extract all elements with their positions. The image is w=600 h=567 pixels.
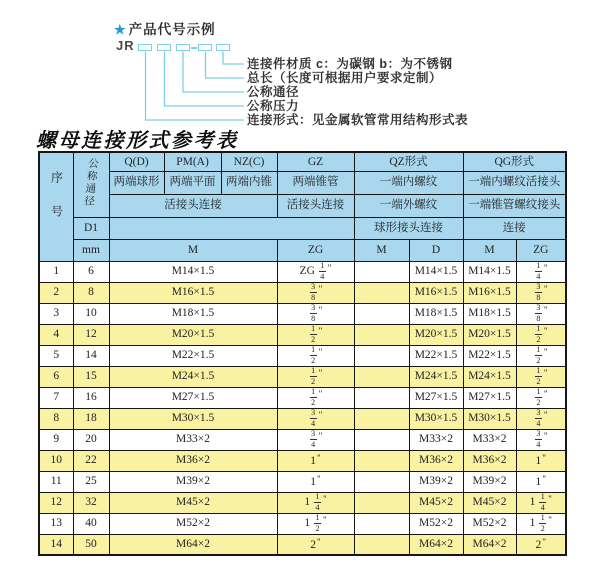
cell-qz-d: M18×1.5 bbox=[409, 303, 463, 324]
cell-qg-m: M24×1.5 bbox=[463, 366, 516, 387]
cell-qg-zg: 1" bbox=[516, 471, 566, 492]
cell-dn: 32 bbox=[73, 492, 109, 513]
diagram-title bbox=[114, 18, 216, 38]
fraction: $\frac{1}{2}$ bbox=[315, 513, 320, 533]
header-end-type-qg: 一端内螺纹活接头 bbox=[463, 171, 566, 194]
cell-qz-d: M45×2 bbox=[409, 492, 463, 513]
fraction: $\frac{1}{2}$ bbox=[311, 366, 316, 386]
inch-mark: " bbox=[318, 368, 323, 379]
cell-qg-zg bbox=[516, 429, 566, 450]
nut-connection-table bbox=[38, 151, 567, 556]
fraction: $\frac{3}{8}$ bbox=[311, 303, 316, 323]
cell-dn: 6 bbox=[73, 261, 109, 282]
inch-mark: " bbox=[318, 347, 323, 358]
code-box-4 bbox=[198, 44, 212, 51]
header-unit-m2: M bbox=[354, 239, 409, 261]
cell-dn: 25 bbox=[73, 471, 109, 492]
inch-mark: " bbox=[543, 284, 548, 295]
table-row bbox=[39, 324, 566, 345]
table-row bbox=[39, 387, 566, 408]
cell-m: M52×2 bbox=[109, 513, 277, 534]
cell-gz-zg: 1" bbox=[277, 471, 354, 492]
header-empty-span bbox=[109, 217, 354, 239]
cell-m: M64×2 bbox=[109, 534, 277, 555]
cell-qz-d: M16×1.5 bbox=[409, 282, 463, 303]
cell-m: M39×2 bbox=[109, 471, 277, 492]
header-end-type-pma: 两端平面 bbox=[164, 171, 221, 194]
cell-gz-zg bbox=[277, 345, 354, 366]
inch-mark: " bbox=[543, 263, 548, 274]
cell-qz-d: M24×1.5 bbox=[409, 366, 463, 387]
fraction: $\frac{3}{8}$ bbox=[536, 303, 541, 323]
cell-gz-zg bbox=[277, 387, 354, 408]
header-seq-text: 序号 bbox=[49, 171, 64, 240]
cell-dn: 12 bbox=[73, 324, 109, 345]
fraction: $\frac{3}{4}$ bbox=[311, 408, 316, 428]
table-row bbox=[39, 282, 566, 303]
cell-qz-d: M22×1.5 bbox=[409, 345, 463, 366]
cell-qz-d: M33×2 bbox=[409, 429, 463, 450]
cell-qz-d: M64×2 bbox=[409, 534, 463, 555]
cell-qz-m bbox=[354, 492, 409, 513]
cell-qg-zg bbox=[516, 324, 566, 345]
cell-qg-m: M18×1.5 bbox=[463, 303, 516, 324]
cell-qz-m bbox=[354, 534, 409, 555]
cell-dn: 20 bbox=[73, 429, 109, 450]
cell-qg-zg: 1" bbox=[516, 450, 566, 471]
cell-seq: 7 bbox=[39, 387, 73, 408]
header-conn-external-thread: 一端外螺纹 bbox=[354, 194, 463, 217]
cell-dn: 16 bbox=[73, 387, 109, 408]
fraction: $\frac{1}{4}$ bbox=[315, 492, 320, 512]
header-end-type-nzc: 两端内锥 bbox=[221, 171, 277, 194]
cell-gz-zg: 1" bbox=[277, 450, 354, 471]
table-row bbox=[39, 492, 566, 513]
header-conn-taper-thread: 一端锥管螺纹接头 bbox=[463, 194, 566, 217]
cell-gz-zg bbox=[277, 324, 354, 345]
code-prefix: JR bbox=[116, 38, 135, 53]
fraction: $\frac{1}{2}$ bbox=[536, 387, 541, 407]
cell-qg-zg: 2" bbox=[516, 534, 566, 555]
cell-m: M20×1.5 bbox=[109, 324, 277, 345]
diagram-title-text: 产品代号示例 bbox=[128, 22, 216, 37]
cell-dn: 10 bbox=[73, 303, 109, 324]
cell-m: M30×1.5 bbox=[109, 408, 277, 429]
header-conn: 连接 bbox=[463, 217, 566, 239]
cell-qg-m: M33×2 bbox=[463, 429, 516, 450]
cell-qg-m: M27×1.5 bbox=[463, 387, 516, 408]
cell-m: M16×1.5 bbox=[109, 282, 277, 303]
cell-qz-m bbox=[354, 345, 409, 366]
table-title: 螺母连接形式参考表 bbox=[36, 128, 239, 152]
cell-qg-zg bbox=[516, 345, 566, 366]
header-unit-d: D bbox=[409, 239, 463, 261]
table-row bbox=[39, 513, 566, 534]
inch-mark: " bbox=[543, 410, 548, 421]
cell-qz-m bbox=[354, 471, 409, 492]
cell-m: M14×1.5 bbox=[109, 261, 277, 282]
cell-seq: 10 bbox=[39, 450, 73, 471]
cell-qg-m: M20×1.5 bbox=[463, 324, 516, 345]
cell-dn: 14 bbox=[73, 345, 109, 366]
cell-seq: 4 bbox=[39, 324, 73, 345]
cell-qg-zg bbox=[516, 387, 566, 408]
cell-qz-d: M36×2 bbox=[409, 450, 463, 471]
header-dn bbox=[73, 152, 109, 217]
fraction: $\frac{1}{2}$ bbox=[540, 513, 545, 533]
inch-mark: " bbox=[548, 515, 552, 526]
header-d1: D1 bbox=[73, 217, 109, 239]
inch-mark: " bbox=[542, 473, 546, 484]
header-group-qg: QG形式 bbox=[463, 152, 566, 171]
fraction: $\frac{1}{2}$ bbox=[536, 324, 541, 344]
cell-m: M33×2 bbox=[109, 429, 277, 450]
cell-dn: 22 bbox=[73, 450, 109, 471]
cell-gz-zg bbox=[277, 429, 354, 450]
cell-dn: 8 bbox=[73, 282, 109, 303]
inch-mark: " bbox=[543, 326, 548, 337]
cell-qz-m bbox=[354, 261, 409, 282]
cell-qg-m: M36×2 bbox=[463, 450, 516, 471]
cell-gz-zg bbox=[277, 303, 354, 324]
code-box-1 bbox=[138, 44, 152, 51]
cell-seq: 3 bbox=[39, 303, 73, 324]
inch-mark: " bbox=[543, 305, 548, 316]
star-icon: ★ bbox=[114, 22, 127, 37]
header-unit-m1: M bbox=[109, 239, 277, 261]
cell-qz-m bbox=[354, 303, 409, 324]
inch-mark: " bbox=[543, 347, 548, 358]
table-row bbox=[39, 303, 566, 324]
label-nominal-diameter: 公称通径 bbox=[247, 85, 300, 99]
header-group-qd: Q(D) bbox=[109, 152, 164, 171]
inch-mark: " bbox=[317, 473, 321, 484]
inch-mark: " bbox=[318, 431, 323, 442]
fraction: $\frac{1}{4}$ bbox=[536, 261, 541, 281]
cell-seq: 12 bbox=[39, 492, 73, 513]
code-box-3 bbox=[176, 44, 190, 51]
cell-qz-m bbox=[354, 387, 409, 408]
cell-qg-zg bbox=[516, 366, 566, 387]
cell-gz-zg bbox=[277, 408, 354, 429]
cell-qg-m: M30×1.5 bbox=[463, 408, 516, 429]
header-group-pma: PM(A) bbox=[164, 152, 221, 171]
inch-mark: " bbox=[318, 326, 323, 337]
label-connection-form: 连接形式：见金属软管常用结构形式表 bbox=[247, 113, 469, 127]
cell-seq: 13 bbox=[39, 513, 73, 534]
inch-mark: " bbox=[542, 452, 546, 463]
cell-gz-zg: 1 $\frac{1}{2}$ " bbox=[277, 513, 354, 534]
cell-seq: 8 bbox=[39, 408, 73, 429]
cell-qg-zg bbox=[516, 303, 566, 324]
code-dash bbox=[191, 47, 198, 49]
cell-qz-d: M27×1.5 bbox=[409, 387, 463, 408]
fraction: $\frac{1}{4}$ bbox=[320, 261, 325, 281]
fraction: $\frac{3}{4}$ bbox=[536, 429, 541, 449]
cell-qz-d: M20×1.5 bbox=[409, 324, 463, 345]
table-row bbox=[39, 345, 566, 366]
table-row bbox=[39, 261, 566, 282]
fraction: $\frac{1}{2}$ bbox=[536, 366, 541, 386]
fraction: $\frac{1}{2}$ bbox=[311, 387, 316, 407]
fraction: $\frac{3}{8}$ bbox=[536, 282, 541, 302]
label-material: 连接件材质 c：为碳钢 b：为不锈钢 bbox=[247, 57, 453, 71]
cell-seq: 11 bbox=[39, 471, 73, 492]
header-unit-zg2: ZG bbox=[516, 239, 566, 261]
cell-qg-m: M39×2 bbox=[463, 471, 516, 492]
cell-seq: 9 bbox=[39, 429, 73, 450]
inch-mark: " bbox=[317, 452, 321, 463]
fraction: $\frac{1}{4}$ bbox=[540, 492, 545, 512]
cell-m: M27×1.5 bbox=[109, 387, 277, 408]
cell-qz-m bbox=[354, 408, 409, 429]
inch-mark: " bbox=[542, 536, 546, 547]
cell-qg-m: M16×1.5 bbox=[463, 282, 516, 303]
cell-seq: 6 bbox=[39, 366, 73, 387]
code-box-2 bbox=[157, 44, 171, 51]
fraction: $\frac{1}{2}$ bbox=[536, 345, 541, 365]
header-mm: mm bbox=[73, 239, 109, 261]
cell-seq: 2 bbox=[39, 282, 73, 303]
cell-qz-m bbox=[354, 324, 409, 345]
header-ball-joint-conn: 球形接头连接 bbox=[354, 217, 463, 239]
header-end-type-qd: 两端球形 bbox=[109, 171, 164, 194]
cell-m: M36×2 bbox=[109, 450, 277, 471]
header-group-gz: GZ bbox=[277, 152, 354, 171]
header-seq bbox=[39, 152, 73, 261]
cell-qz-m bbox=[354, 450, 409, 471]
header-group-qz: QZ形式 bbox=[354, 152, 463, 171]
cell-dn: 18 bbox=[73, 408, 109, 429]
cell-qz-m bbox=[354, 513, 409, 534]
label-total-length: 总长（长度可根据用户要求定制） bbox=[247, 71, 443, 85]
table-row bbox=[39, 450, 566, 471]
cell-gz-zg: ZG $\frac{1}{4}$ " bbox=[277, 261, 354, 282]
header-unit-m3: M bbox=[463, 239, 516, 261]
label-nominal-pressure: 公称压力 bbox=[247, 99, 300, 113]
inch-mark: " bbox=[318, 284, 323, 295]
inch-mark: " bbox=[548, 494, 552, 505]
cell-m: M22×1.5 bbox=[109, 345, 277, 366]
header-end-type-qz: 一端内螺纹 bbox=[354, 171, 463, 194]
cell-qg-m: M52×2 bbox=[463, 513, 516, 534]
cell-qz-d: M14×1.5 bbox=[409, 261, 463, 282]
header-conn-union: 活接头连接 bbox=[109, 194, 277, 217]
cell-m: M45×2 bbox=[109, 492, 277, 513]
header-dn-text: 公称通径 bbox=[82, 158, 100, 209]
cell-m: M18×1.5 bbox=[109, 303, 277, 324]
inch-mark: " bbox=[318, 410, 323, 421]
cell-seq: 1 bbox=[39, 261, 73, 282]
cell-qg-m: M64×2 bbox=[463, 534, 516, 555]
inch-mark: " bbox=[318, 389, 323, 400]
cell-qz-d: M30×1.5 bbox=[409, 408, 463, 429]
inch-mark: " bbox=[543, 389, 548, 400]
cell-dn: 15 bbox=[73, 366, 109, 387]
cell-seq: 14 bbox=[39, 534, 73, 555]
table-row bbox=[39, 471, 566, 492]
cell-qz-d: M52×2 bbox=[409, 513, 463, 534]
cell-qz-m bbox=[354, 429, 409, 450]
cell-gz-zg: 2" bbox=[277, 534, 354, 555]
cell-seq: 5 bbox=[39, 345, 73, 366]
header-conn-union-gz: 活接头连接 bbox=[277, 194, 354, 217]
cell-qz-m bbox=[354, 366, 409, 387]
inch-mark: " bbox=[543, 368, 548, 379]
table-row bbox=[39, 429, 566, 450]
fraction: $\frac{3}{4}$ bbox=[311, 429, 316, 449]
inch-mark: " bbox=[317, 536, 321, 547]
inch-mark: " bbox=[327, 263, 332, 274]
table-row bbox=[39, 408, 566, 429]
inch-mark: " bbox=[318, 305, 323, 316]
fraction: $\frac{3}{8}$ bbox=[311, 282, 316, 302]
fraction: $\frac{3}{4}$ bbox=[536, 408, 541, 428]
cell-qz-d: M39×2 bbox=[409, 471, 463, 492]
inch-mark: " bbox=[322, 494, 327, 505]
cell-gz-zg: 1 $\frac{1}{4}$ " bbox=[277, 492, 354, 513]
cell-qg-zg: 1 $\frac{1}{2}$ " bbox=[516, 513, 566, 534]
table-row bbox=[39, 534, 566, 555]
header-group-nzc: NZ(C) bbox=[221, 152, 277, 171]
cell-qg-zg bbox=[516, 282, 566, 303]
cell-qg-zg bbox=[516, 261, 566, 282]
cell-qg-zg bbox=[516, 408, 566, 429]
inch-mark: " bbox=[543, 431, 548, 442]
cell-gz-zg bbox=[277, 366, 354, 387]
inch-mark: " bbox=[322, 515, 327, 526]
header-end-type-gz: 两端锥管 bbox=[277, 171, 354, 194]
header-unit-zg1: ZG bbox=[277, 239, 354, 261]
cell-qg-m: M45×2 bbox=[463, 492, 516, 513]
fraction: $\frac{1}{2}$ bbox=[311, 324, 316, 344]
cell-m: M24×1.5 bbox=[109, 366, 277, 387]
cell-dn: 50 bbox=[73, 534, 109, 555]
cell-gz-zg bbox=[277, 282, 354, 303]
table-row bbox=[39, 366, 566, 387]
cell-qg-zg: 1 $\frac{1}{4}$ " bbox=[516, 492, 566, 513]
cell-dn: 40 bbox=[73, 513, 109, 534]
fraction: $\frac{1}{2}$ bbox=[311, 345, 316, 365]
cell-qg-m: M14×1.5 bbox=[463, 261, 516, 282]
cell-qg-m: M22×1.5 bbox=[463, 345, 516, 366]
cell-qz-m bbox=[354, 282, 409, 303]
code-box-5 bbox=[216, 44, 230, 51]
